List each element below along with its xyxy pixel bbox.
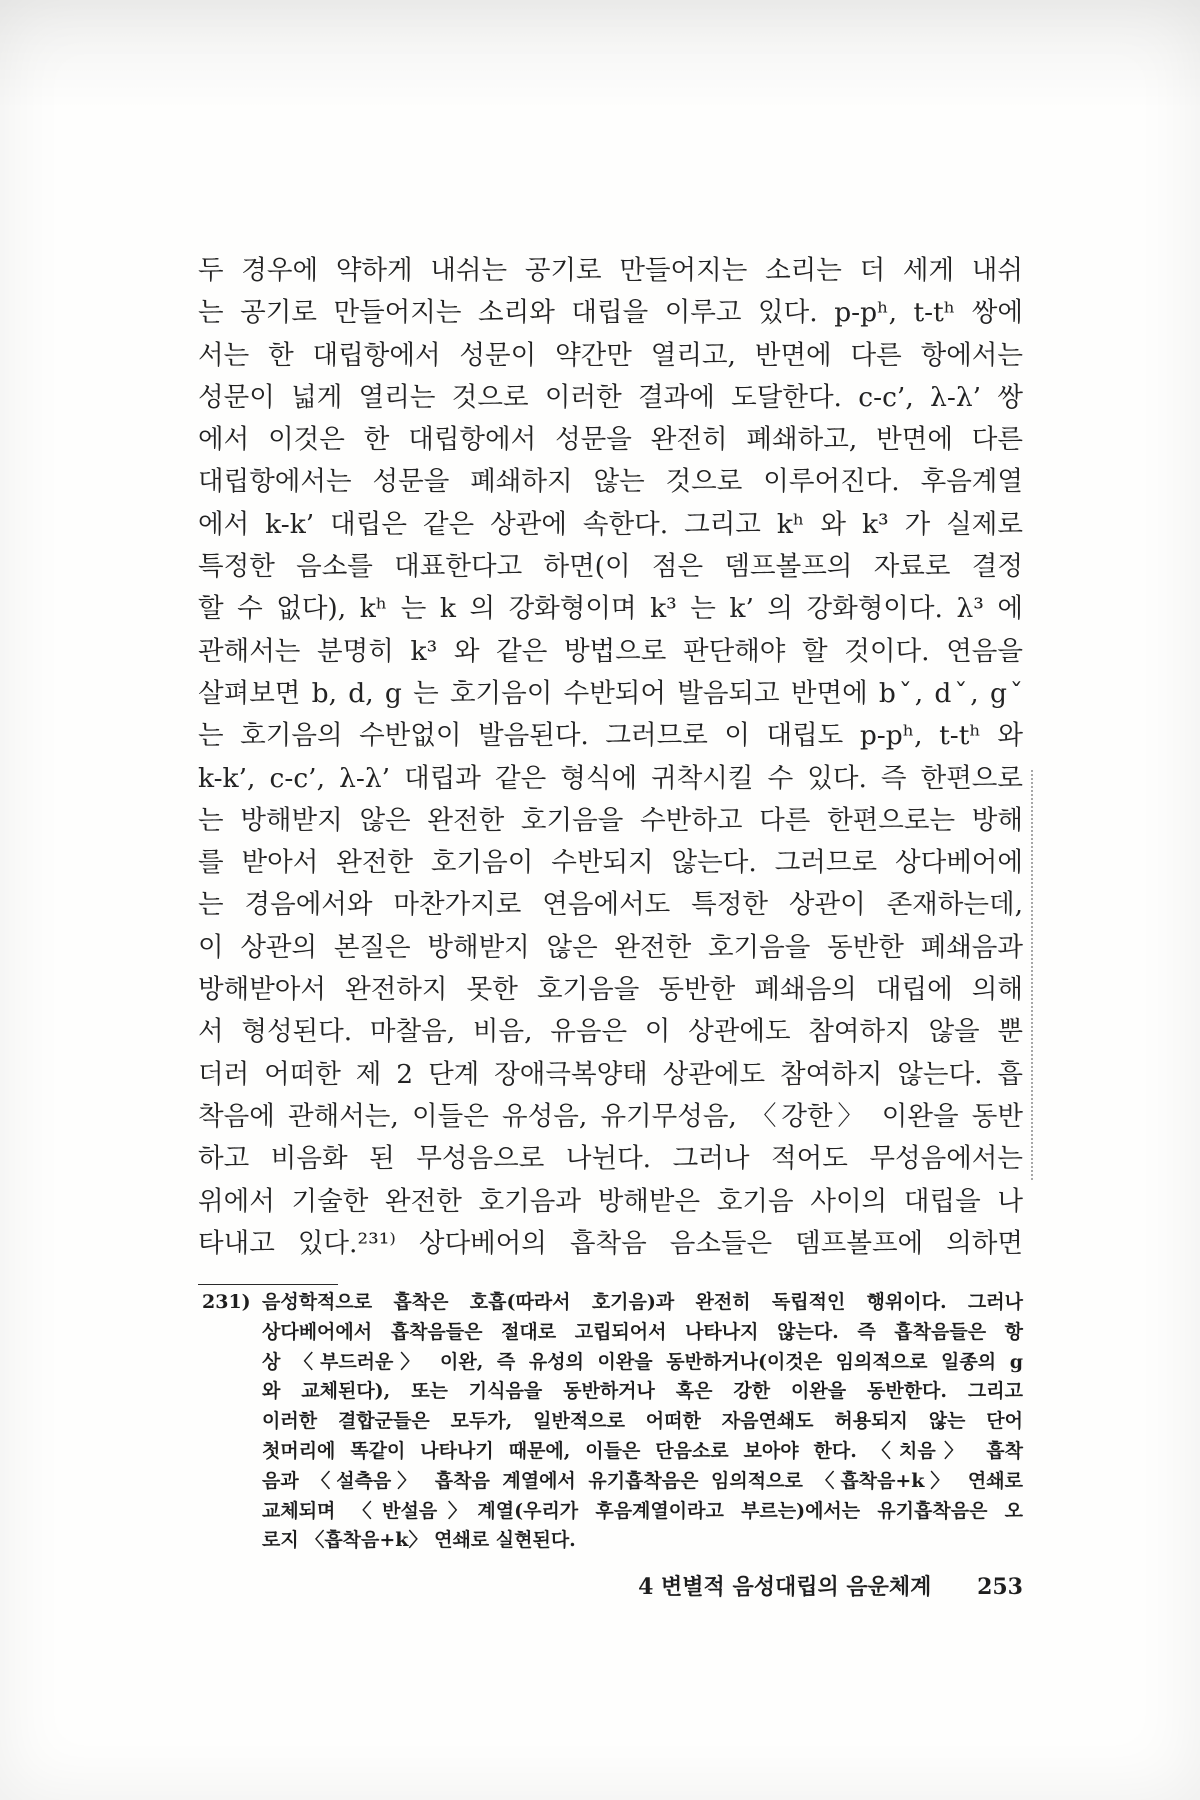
footnote-marker: 231) [202, 1291, 251, 1313]
body-line: 이 상관의 본질은 방해받지 않은 완전한 호기음을 동반한 폐쇄음과 [198, 931, 1023, 963]
footnote [202, 1288, 1023, 1556]
body-line: 를 받아서 완전한 호기음이 수반되지 않는다. 그러므로 상다베어에 [198, 847, 1023, 879]
scan-shading [0, 0, 1200, 110]
body-line: 착음에 관해서는, 이들은 유성음, 유기무성음, 〈강한〉 이완을 동반 [198, 1100, 1023, 1132]
footnote-line [202, 1288, 1023, 1318]
body-text [198, 250, 1023, 1265]
body-line: 할 수 없다), kʰ 는 k 의 강화형이며 k³ 는 k’ 의 강화형이다. λ³ 에 [198, 593, 1023, 625]
footnote-line-text: 음성학적으로 흡착은 호흡(따라서 호기음)과 완전히 독립적인 행위이다. 그러나 [262, 1291, 1023, 1313]
footnote-line: 와 교체된다), 또는 기식음을 동반하거나 혹은 강한 이완을 동반한다. 그리고 [262, 1380, 1023, 1403]
body-line: 성문이 넓게 열리는 것으로 이러한 결과에 도달한다. c-c’, λ-λ’ 쌍 [198, 381, 1023, 413]
footnote-rule [198, 1284, 338, 1285]
body-line: 하고 비음화 된 무성음으로 나뉜다. 그러나 적어도 무성음에서는 [198, 1143, 1023, 1175]
page-number: 253 [977, 1574, 1023, 1600]
body-line: 더러 어떠한 제 2 단계 장애극복양태 상관에도 참여하지 않는다. 흡 [198, 1058, 1023, 1090]
footnote-line: 이러한 결합군들은 모두가, 일반적으로 어떠한 자음연쇄도 허용되지 않는 단어 [262, 1410, 1023, 1433]
footnote-line: 첫머리에 똑같이 나타나기 때문에, 이들은 단음소로 보아야 한다. 〈치음〉 흡착 [262, 1439, 1023, 1462]
body-line: 서 형성된다. 마찰음, 비음, 유음은 이 상관에도 참여하지 않을 뿐 [198, 1016, 1023, 1048]
scan-margin-mark [1031, 770, 1033, 1180]
body-line: 에서 이것은 한 대립항에서 성문을 완전히 폐쇄하고, 반면에 다른 [198, 424, 1023, 456]
footnote-line: 로지 〈흡착음+k〉 연쇄로 실현된다. [262, 1529, 576, 1552]
body-line: 타내고 있다.²³¹⁾ 상다베어의 흡착음 음소들은 뎀프볼프에 의하면 [198, 1227, 1023, 1259]
body-line: 에서 k-k’ 대립은 같은 상관에 속한다. 그리고 kʰ 와 k³ 가 실제로 [198, 508, 1023, 540]
body-line: 방해받아서 완전하지 못한 호기음을 동반한 폐쇄음의 대립에 의해 [198, 974, 1023, 1006]
body-line: 두 경우에 약하게 내쉬는 공기로 만들어지는 소리는 더 세게 내쉬 [198, 255, 1023, 286]
body-line: 는 호기음의 수반없이 발음된다. 그러므로 이 대립도 p-pʰ, t-tʰ 와 [198, 720, 1023, 752]
footnote-line: 교체되며 〈반설음〉계열(우리가 후음계열이라고 부르는)에서는 유기흡착음은 오 [262, 1499, 1023, 1522]
body-line: 위에서 기술한 완전한 호기음과 방해받은 호기음 사이의 대립을 나 [198, 1185, 1023, 1217]
footnote-line: 상 〈부드러운〉 이완, 즉 유성의 이완을 동반하거나(이것은 임의적으로 일종의 g [262, 1350, 1023, 1373]
body-line: 살펴보면 b, d, g 는 호기음이 수반되어 발음되고 반면에 bˇ, dˇ, gˇ [198, 677, 1023, 709]
footnote-line: 상다베어에서 흡착음들은 절대로 고립되어서 나타나지 않는다. 즉 흡착음들은 항 [262, 1320, 1023, 1343]
footnote-line: 음과 〈설측음〉 흡착음 계열에서 유기흡착음은 임의적으로 〈흡착음+k〉 연쇄로 [262, 1469, 1023, 1492]
body-line: 는 방해받지 않은 완전한 호기음을 수반하고 다른 한편으로는 방해 [198, 804, 1023, 836]
body-line: 대립항에서는 성문을 폐쇄하지 않는 것으로 이루어진다. 후음계열 [198, 466, 1023, 498]
body-line: 관해서는 분명히 k³ 와 같은 방법으로 판단해야 할 것이다. 연음을 [198, 635, 1023, 667]
body-line: 서는 한 대립항에서 성문이 약간만 열리고, 반면에 다른 항에서는 [198, 339, 1023, 371]
body-line: 특정한 음소를 대표한다고 하면(이 점은 뎀프볼프의 자료로 결정 [198, 551, 1023, 583]
body-line: 는 공기로 만들어지는 소리와 대립을 이루고 있다. p-pʰ, t-tʰ 쌍에 [198, 297, 1023, 329]
body-line: k-k’, c-c’, λ-λ’ 대립과 같은 형식에 귀착시킬 수 있다. 즉 한편으로 [198, 762, 1023, 794]
chapter-title: 4 변별적 음성대립의 음운체계 [638, 1574, 932, 1600]
body-line: 는 경음에서와 마찬가지로 연음에서도 특정한 상관이 존재하는데, [198, 889, 1023, 921]
page-footer [638, 1570, 1023, 1604]
